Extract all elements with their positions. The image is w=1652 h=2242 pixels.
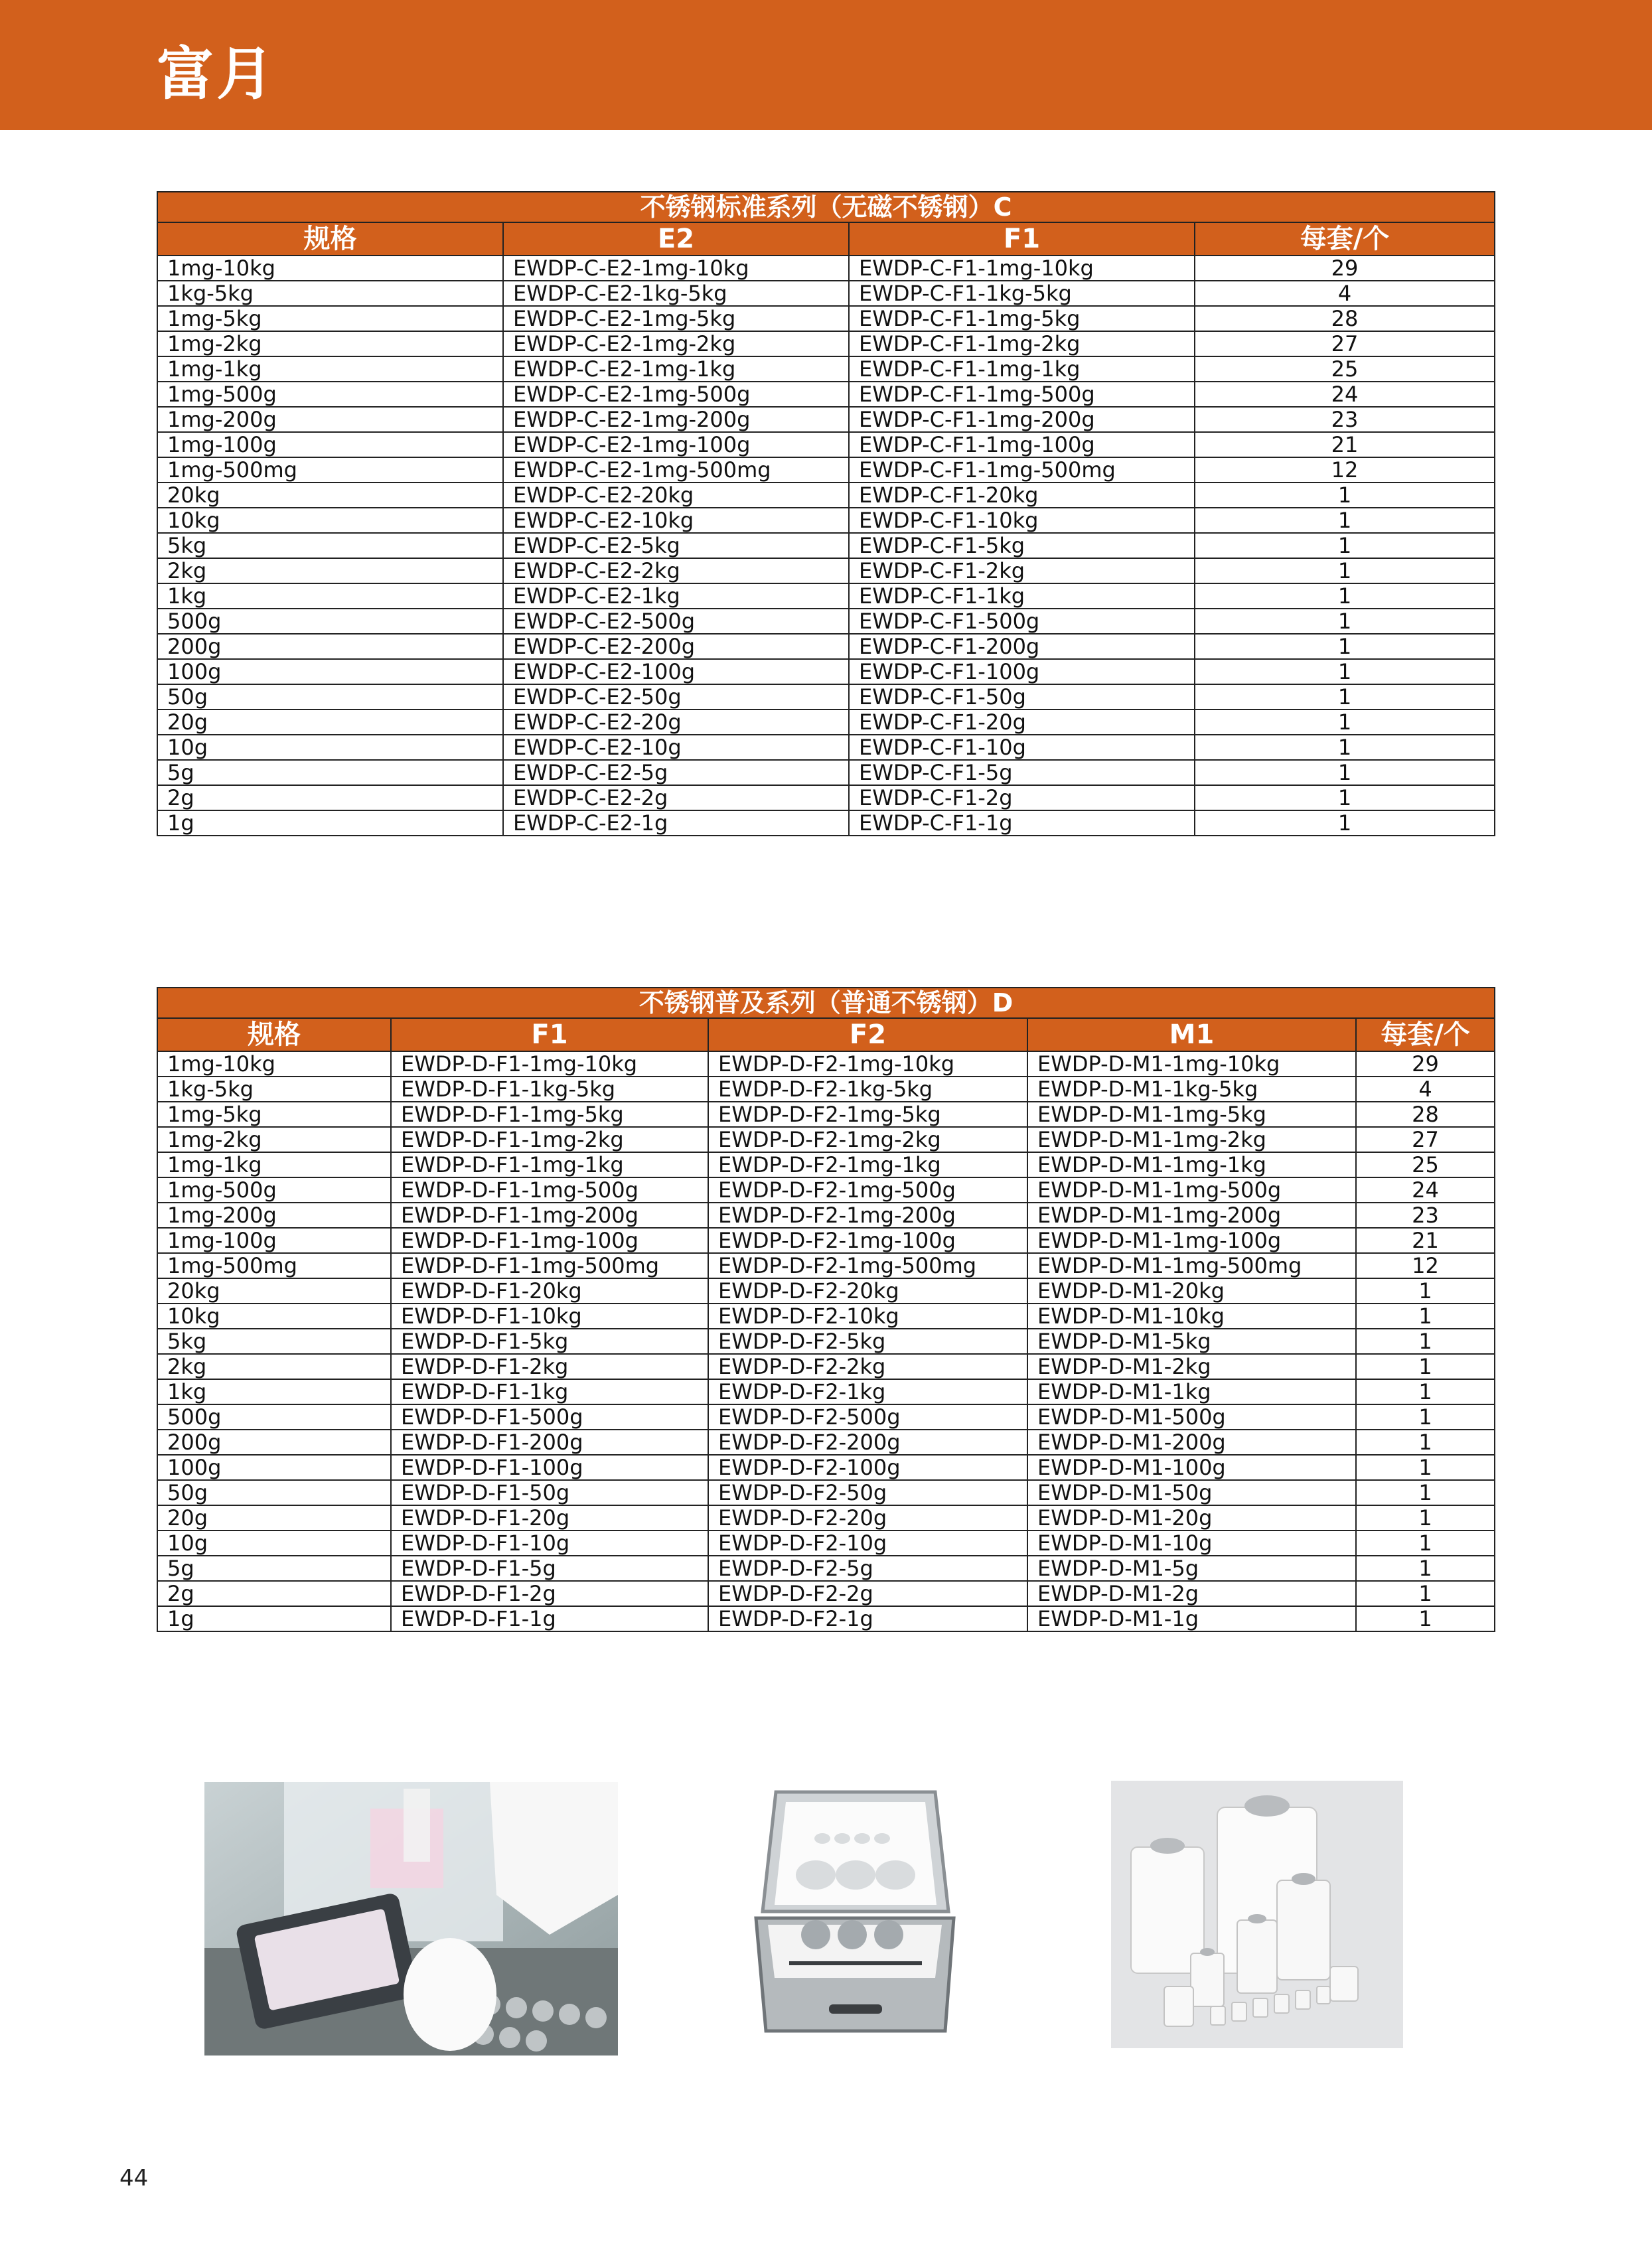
table-d-cell: EWDP-D-F1-1mg-500mg xyxy=(391,1253,708,1278)
table-d-cell: 28 xyxy=(1356,1102,1495,1127)
table-d-cell: EWDP-D-M1-20kg xyxy=(1027,1278,1356,1304)
table-c-cell: EWDP-C-F1-1mg-5kg xyxy=(849,306,1195,331)
table-d-cell: 1 xyxy=(1356,1430,1495,1455)
table-d-cell: EWDP-D-M1-5kg xyxy=(1027,1329,1356,1354)
table-c-cell: EWDP-C-F1-5kg xyxy=(849,533,1195,558)
table-c-cell: EWDP-C-F1-1mg-500g xyxy=(849,382,1195,407)
table-d-cell: 2g xyxy=(157,1581,391,1606)
table-d-header-count: 每套/个 xyxy=(1356,1018,1495,1051)
table-d-row xyxy=(157,1329,1495,1354)
table-c-cell: 20kg xyxy=(157,483,503,508)
table-c-cell: 24 xyxy=(1195,382,1495,407)
table-c-cell: EWDP-C-F1-1mg-2kg xyxy=(849,331,1195,356)
table-c-cell: EWDP-C-F1-100g xyxy=(849,659,1195,684)
table-c xyxy=(157,191,1495,836)
table-c-cell: 1mg-10kg xyxy=(157,256,503,281)
table-c-cell: 25 xyxy=(1195,356,1495,382)
table-d-cell: EWDP-D-F1-2kg xyxy=(391,1354,708,1379)
table-c-cell: EWDP-C-E2-1mg-10kg xyxy=(503,256,849,281)
table-c-cell: 27 xyxy=(1195,331,1495,356)
table-c-cell: 1kg xyxy=(157,583,503,609)
table-c-row xyxy=(157,483,1495,508)
table-c-header-spec: 规格 xyxy=(157,222,503,256)
table-c-cell: 1 xyxy=(1195,684,1495,710)
table-d-cell: EWDP-D-M1-20g xyxy=(1027,1505,1356,1531)
table-d-cell: EWDP-D-M1-1kg xyxy=(1027,1379,1356,1404)
table-c-row xyxy=(157,583,1495,609)
table-d-row xyxy=(157,1455,1495,1480)
table-c-row xyxy=(157,760,1495,785)
table-d-cell: EWDP-D-F2-1mg-5kg xyxy=(708,1102,1027,1127)
table-c-cell: EWDP-C-F1-20kg xyxy=(849,483,1195,508)
table-c-cell: 50g xyxy=(157,684,503,710)
table-d-cell: 1mg-10kg xyxy=(157,1051,391,1077)
table-d-cell: 1 xyxy=(1356,1404,1495,1430)
table-c-cell: 29 xyxy=(1195,256,1495,281)
table-c-cell: EWDP-C-E2-1kg-5kg xyxy=(503,281,849,306)
table-d-row xyxy=(157,1556,1495,1581)
table-d-title: 不锈钢普及系列（普通不锈钢）D xyxy=(157,988,1495,1018)
table-c-row xyxy=(157,785,1495,810)
table-d-cell: 1 xyxy=(1356,1556,1495,1581)
table-c-cell: 1mg-1kg xyxy=(157,356,503,382)
table-d-cell: EWDP-D-F1-1mg-1kg xyxy=(391,1152,708,1177)
table-c-row xyxy=(157,306,1495,331)
table-d-cell: EWDP-D-F2-1mg-500g xyxy=(708,1177,1027,1203)
table-d-cell: 1mg-2kg xyxy=(157,1127,391,1152)
table-d-cell: EWDP-D-F2-20g xyxy=(708,1505,1027,1531)
table-d-row xyxy=(157,1278,1495,1304)
table-d-header-m1: M1 xyxy=(1027,1018,1356,1051)
table-c-cell: EWDP-C-F1-200g xyxy=(849,634,1195,659)
table-c-cell: EWDP-C-E2-500g xyxy=(503,609,849,634)
table-c-cell: EWDP-C-F1-1mg-500mg xyxy=(849,457,1195,483)
table-d-cell: EWDP-D-F2-1mg-2kg xyxy=(708,1127,1027,1152)
header-banner xyxy=(0,0,1652,130)
table-c-row xyxy=(157,382,1495,407)
table-c-row xyxy=(157,533,1495,558)
table-c-cell: EWDP-C-F1-2kg xyxy=(849,558,1195,583)
table-c-cell: 10g xyxy=(157,735,503,760)
table-d-row xyxy=(157,1581,1495,1606)
table-c-cell: 1 xyxy=(1195,710,1495,735)
table-d-cell: 200g xyxy=(157,1430,391,1455)
table-d-row xyxy=(157,1304,1495,1329)
table-c-cell: EWDP-C-F1-1kg xyxy=(849,583,1195,609)
table-c-cell: 2kg xyxy=(157,558,503,583)
table-d-cell: EWDP-D-M1-1mg-200g xyxy=(1027,1203,1356,1228)
table-d-cell: EWDP-D-F2-200g xyxy=(708,1430,1027,1455)
table-d-row xyxy=(157,1127,1495,1152)
brand-title: 富月 xyxy=(157,41,276,108)
table-d-cell: EWDP-D-M1-2g xyxy=(1027,1581,1356,1606)
table-c-cell: 28 xyxy=(1195,306,1495,331)
table-d-cell: 12 xyxy=(1356,1253,1495,1278)
table-c-cell: 1 xyxy=(1195,659,1495,684)
table-d-row xyxy=(157,1177,1495,1203)
table-c-cell: EWDP-C-E2-100g xyxy=(503,659,849,684)
table-c-cell: EWDP-C-E2-1mg-500mg xyxy=(503,457,849,483)
table-d-cell: 1mg-1kg xyxy=(157,1152,391,1177)
table-d-cell: EWDP-D-F2-1mg-200g xyxy=(708,1203,1027,1228)
table-d-row xyxy=(157,1152,1495,1177)
table-d-cell: EWDP-D-F1-5g xyxy=(391,1556,708,1581)
table-d-cell: EWDP-D-F1-2g xyxy=(391,1581,708,1606)
table-d-cell: EWDP-D-M1-1mg-5kg xyxy=(1027,1102,1356,1127)
table-d-cell: 1mg-100g xyxy=(157,1228,391,1253)
table-d-cell: EWDP-D-M1-1kg-5kg xyxy=(1027,1077,1356,1102)
table-c-cell: EWDP-C-E2-2g xyxy=(503,785,849,810)
table-d-cell: 1kg-5kg xyxy=(157,1077,391,1102)
table-d-cell: EWDP-D-F2-1mg-1kg xyxy=(708,1152,1027,1177)
table-d-cell: 1 xyxy=(1356,1531,1495,1556)
table-c-row xyxy=(157,432,1495,457)
table-d-cell: 1mg-5kg xyxy=(157,1102,391,1127)
table-c-cell: 1g xyxy=(157,810,503,836)
table-c-cell: 1mg-200g xyxy=(157,407,503,432)
table-d-cell: 100g xyxy=(157,1455,391,1480)
table-d-cell: EWDP-D-F1-50g xyxy=(391,1480,708,1505)
table-d-cell: 20g xyxy=(157,1505,391,1531)
table-d-cell: 1 xyxy=(1356,1329,1495,1354)
table-d-cell: EWDP-D-M1-10kg xyxy=(1027,1304,1356,1329)
table-c-cell: 1mg-5kg xyxy=(157,306,503,331)
table-d-cell: EWDP-D-F2-50g xyxy=(708,1480,1027,1505)
table-d-cell: 24 xyxy=(1356,1177,1495,1203)
table-c-cell: 1 xyxy=(1195,583,1495,609)
table-d-cell: 10g xyxy=(157,1531,391,1556)
table-c-row xyxy=(157,558,1495,583)
table-d-cell: EWDP-D-M1-200g xyxy=(1027,1430,1356,1455)
table-c-cell: EWDP-C-E2-200g xyxy=(503,634,849,659)
table-d-cell: EWDP-D-F1-1g xyxy=(391,1606,708,1631)
table-c-cell: EWDP-C-E2-1mg-5kg xyxy=(503,306,849,331)
table-d-cell: EWDP-D-F1-10g xyxy=(391,1531,708,1556)
table-d-cell: EWDP-D-F1-1mg-10kg xyxy=(391,1051,708,1077)
table-c-cell: 500g xyxy=(157,609,503,634)
table-c-cell: EWDP-C-F1-1mg-10kg xyxy=(849,256,1195,281)
table-d-cell: 1kg xyxy=(157,1379,391,1404)
table-c-cell: 1mg-500mg xyxy=(157,457,503,483)
table-c-cell: EWDP-C-E2-1g xyxy=(503,810,849,836)
table-c-cell: 2g xyxy=(157,785,503,810)
table-d-cell: EWDP-D-M1-1mg-500mg xyxy=(1027,1253,1356,1278)
table-d-cell: 1mg-200g xyxy=(157,1203,391,1228)
table-c-cell: 10kg xyxy=(157,508,503,533)
table-c-cell: EWDP-C-F1-2g xyxy=(849,785,1195,810)
table-c-cell: EWDP-C-E2-1mg-2kg xyxy=(503,331,849,356)
table-d-cell: 5g xyxy=(157,1556,391,1581)
table-c-row xyxy=(157,659,1495,684)
table-c-cell: EWDP-C-E2-10kg xyxy=(503,508,849,533)
table-d-cell: 1 xyxy=(1356,1581,1495,1606)
table-d-row xyxy=(157,1531,1495,1556)
table-c-header-e2: E2 xyxy=(503,222,849,256)
table-d-cell: EWDP-D-F2-1g xyxy=(708,1606,1027,1631)
table-c-cell: 1 xyxy=(1195,810,1495,836)
table-d-cell: EWDP-D-F1-20kg xyxy=(391,1278,708,1304)
table-c-row xyxy=(157,356,1495,382)
table-c-row xyxy=(157,684,1495,710)
table-c-cell: EWDP-C-F1-5g xyxy=(849,760,1195,785)
table-d-cell: 1 xyxy=(1356,1480,1495,1505)
table-c-cell: 1kg-5kg xyxy=(157,281,503,306)
table-c-cell: EWDP-C-F1-1mg-200g xyxy=(849,407,1195,432)
table-d-cell: EWDP-D-F1-100g xyxy=(391,1455,708,1480)
table-c-row xyxy=(157,609,1495,634)
table-d-cell: EWDP-D-F2-1mg-10kg xyxy=(708,1051,1027,1077)
table-d-row xyxy=(157,1354,1495,1379)
table-d-cell: EWDP-D-M1-2kg xyxy=(1027,1354,1356,1379)
table-c-row xyxy=(157,407,1495,432)
table-c-header-f1: F1 xyxy=(849,222,1195,256)
table-c-cell: 1 xyxy=(1195,785,1495,810)
table-d-cell: EWDP-D-F2-1mg-500mg xyxy=(708,1253,1027,1278)
table-d-cell: 20kg xyxy=(157,1278,391,1304)
table-c-cell: 5g xyxy=(157,760,503,785)
table-d-cell: EWDP-D-F2-10g xyxy=(708,1531,1027,1556)
table-d-cell: EWDP-D-M1-1mg-10kg xyxy=(1027,1051,1356,1077)
table-c-title: 不锈钢标准系列（无磁不锈钢）C xyxy=(157,192,1495,222)
table-c-cell: EWDP-C-E2-20g xyxy=(503,710,849,735)
table-d-cell: 29 xyxy=(1356,1051,1495,1077)
table-d-cell: 1 xyxy=(1356,1379,1495,1404)
table-d-header-spec: 规格 xyxy=(157,1018,391,1051)
table-d-cell: EWDP-D-F2-20kg xyxy=(708,1278,1027,1304)
table-d-cell: EWDP-D-M1-1g xyxy=(1027,1606,1356,1631)
table-d-cell: EWDP-D-F2-1kg xyxy=(708,1379,1027,1404)
table-c-cell: EWDP-C-E2-20kg xyxy=(503,483,849,508)
table-d-cell: 1 xyxy=(1356,1354,1495,1379)
lab-technician-weighing-photo xyxy=(204,1782,618,2055)
table-d-cell: EWDP-D-F2-2g xyxy=(708,1581,1027,1606)
table-c-header-count: 每套/个 xyxy=(1195,222,1495,256)
table-c-cell: EWDP-C-E2-50g xyxy=(503,684,849,710)
table-c-cell: 1 xyxy=(1195,735,1495,760)
table-d-header-f2: F2 xyxy=(708,1018,1027,1051)
table-c-cell: EWDP-C-F1-1g xyxy=(849,810,1195,836)
table-c-cell: EWDP-C-F1-50g xyxy=(849,684,1195,710)
table-d-cell: EWDP-D-M1-1mg-2kg xyxy=(1027,1127,1356,1152)
table-d-cell: 50g xyxy=(157,1480,391,1505)
table-d-row xyxy=(157,1253,1495,1278)
table-c-cell: EWDP-C-E2-1mg-1kg xyxy=(503,356,849,382)
table-d-cell: EWDP-D-M1-1mg-100g xyxy=(1027,1228,1356,1253)
table-d-cell: EWDP-D-M1-1mg-1kg xyxy=(1027,1152,1356,1177)
table-c-cell: EWDP-C-E2-1mg-100g xyxy=(503,432,849,457)
table-d-cell: 1 xyxy=(1356,1455,1495,1480)
table-c-cell: 1mg-500g xyxy=(157,382,503,407)
table-d-cell: 5kg xyxy=(157,1329,391,1354)
table-d-cell: EWDP-D-F2-100g xyxy=(708,1455,1027,1480)
table-d-cell: EWDP-D-M1-100g xyxy=(1027,1455,1356,1480)
table-d-cell: 500g xyxy=(157,1404,391,1430)
table-d-cell: 27 xyxy=(1356,1127,1495,1152)
table-d-cell: EWDP-D-F2-1mg-100g xyxy=(708,1228,1027,1253)
table-c-cell: EWDP-C-F1-10g xyxy=(849,735,1195,760)
table-c-cell: 1 xyxy=(1195,609,1495,634)
table-c-cell: EWDP-C-E2-10g xyxy=(503,735,849,760)
table-d-cell: EWDP-D-F1-10kg xyxy=(391,1304,708,1329)
table-d-row xyxy=(157,1430,1495,1455)
table-c-cell: EWDP-C-E2-1mg-200g xyxy=(503,407,849,432)
table-d-cell: EWDP-D-F2-1kg-5kg xyxy=(708,1077,1027,1102)
table-d-cell: 1 xyxy=(1356,1505,1495,1531)
page-number: 44 xyxy=(119,2165,149,2192)
table-d-row xyxy=(157,1606,1495,1631)
table-d-cell: EWDP-D-F1-1mg-200g xyxy=(391,1203,708,1228)
table-c-cell: 20g xyxy=(157,710,503,735)
table-d-cell: EWDP-D-M1-50g xyxy=(1027,1480,1356,1505)
table-d-cell: 1 xyxy=(1356,1304,1495,1329)
table-c-cell: EWDP-C-F1-500g xyxy=(849,609,1195,634)
table-d-cell: 1g xyxy=(157,1606,391,1631)
table-d-cell: EWDP-D-F1-20g xyxy=(391,1505,708,1531)
table-c-row xyxy=(157,710,1495,735)
table-c-cell: 5kg xyxy=(157,533,503,558)
table-c-cell: EWDP-C-F1-20g xyxy=(849,710,1195,735)
table-c-cell: 1 xyxy=(1195,634,1495,659)
table-c-row xyxy=(157,508,1495,533)
table-d-cell: EWDP-D-F1-1kg-5kg xyxy=(391,1077,708,1102)
table-d-cell: EWDP-D-F1-1mg-5kg xyxy=(391,1102,708,1127)
table-c-row xyxy=(157,331,1495,356)
table-d-row xyxy=(157,1505,1495,1531)
table-d-row xyxy=(157,1077,1495,1102)
table-d-cell: 23 xyxy=(1356,1203,1495,1228)
table-c-cell: EWDP-C-F1-1kg-5kg xyxy=(849,281,1195,306)
table-c-cell: 1mg-2kg xyxy=(157,331,503,356)
table-d-cell: 4 xyxy=(1356,1077,1495,1102)
table-c-cell: 100g xyxy=(157,659,503,684)
table-d-cell: 2kg xyxy=(157,1354,391,1379)
table-d-cell: EWDP-D-M1-500g xyxy=(1027,1404,1356,1430)
table-d-row xyxy=(157,1480,1495,1505)
table-c-cell: EWDP-C-E2-2kg xyxy=(503,558,849,583)
table-d-cell: EWDP-D-F2-500g xyxy=(708,1404,1027,1430)
table-c-row xyxy=(157,810,1495,836)
table-d-cell: 1 xyxy=(1356,1278,1495,1304)
table-d-cell: EWDP-D-F1-1mg-500g xyxy=(391,1177,708,1203)
table-c-cell: EWDP-C-E2-5kg xyxy=(503,533,849,558)
stainless-weights-photo xyxy=(1111,1781,1403,2048)
table-d-cell: EWDP-D-F1-1mg-100g xyxy=(391,1228,708,1253)
table-d-row xyxy=(157,1203,1495,1228)
table-c-row xyxy=(157,281,1495,306)
table-c-cell: 1 xyxy=(1195,558,1495,583)
table-d-cell: EWDP-D-F2-10kg xyxy=(708,1304,1027,1329)
table-d-row xyxy=(157,1404,1495,1430)
table-c-cell: EWDP-C-E2-5g xyxy=(503,760,849,785)
table-c-row xyxy=(157,634,1495,659)
table-c-cell: 1 xyxy=(1195,760,1495,785)
table-c-row xyxy=(157,457,1495,483)
table-c-cell: 200g xyxy=(157,634,503,659)
table-d-cell: EWDP-D-F2-2kg xyxy=(708,1354,1027,1379)
table-c-cell: 4 xyxy=(1195,281,1495,306)
table-d-cell: EWDP-D-F2-5g xyxy=(708,1556,1027,1581)
table-c-cell: 12 xyxy=(1195,457,1495,483)
table-d-cell: EWDP-D-F1-5kg xyxy=(391,1329,708,1354)
table-d-cell: 1 xyxy=(1356,1606,1495,1631)
weight-set-case-photo xyxy=(749,1785,960,2052)
table-d-header-f1: F1 xyxy=(391,1018,708,1051)
table-d-cell: EWDP-D-F1-1mg-2kg xyxy=(391,1127,708,1152)
table-d-cell: EWDP-D-F2-5kg xyxy=(708,1329,1027,1354)
table-d-cell: EWDP-D-F1-1kg xyxy=(391,1379,708,1404)
table-c-row xyxy=(157,735,1495,760)
table-d-cell: EWDP-D-M1-1mg-500g xyxy=(1027,1177,1356,1203)
table-c-cell: 21 xyxy=(1195,432,1495,457)
table-d-row xyxy=(157,1051,1495,1077)
table-c-cell: EWDP-C-F1-10kg xyxy=(849,508,1195,533)
table-c-cell: EWDP-C-F1-1mg-1kg xyxy=(849,356,1195,382)
table-d-row xyxy=(157,1228,1495,1253)
table-d-cell: EWDP-D-F1-200g xyxy=(391,1430,708,1455)
table-d-cell: EWDP-D-M1-5g xyxy=(1027,1556,1356,1581)
table-d xyxy=(157,987,1495,1632)
table-d-cell: EWDP-D-M1-10g xyxy=(1027,1531,1356,1556)
table-d-row xyxy=(157,1379,1495,1404)
table-d-cell: 1mg-500g xyxy=(157,1177,391,1203)
table-d-cell: EWDP-D-F1-500g xyxy=(391,1404,708,1430)
table-d-cell: 25 xyxy=(1356,1152,1495,1177)
table-d-row xyxy=(157,1102,1495,1127)
table-c-cell: 23 xyxy=(1195,407,1495,432)
table-c-cell: 1 xyxy=(1195,533,1495,558)
table-c-cell: 1 xyxy=(1195,508,1495,533)
table-d-cell: 21 xyxy=(1356,1228,1495,1253)
table-d-cell: 1mg-500mg xyxy=(157,1253,391,1278)
table-c-row xyxy=(157,256,1495,281)
table-d-cell: 10kg xyxy=(157,1304,391,1329)
table-c-cell: EWDP-C-E2-1mg-500g xyxy=(503,382,849,407)
table-c-cell: EWDP-C-E2-1kg xyxy=(503,583,849,609)
table-c-cell: EWDP-C-F1-1mg-100g xyxy=(849,432,1195,457)
table-c-cell: 1mg-100g xyxy=(157,432,503,457)
table-c-cell: 1 xyxy=(1195,483,1495,508)
